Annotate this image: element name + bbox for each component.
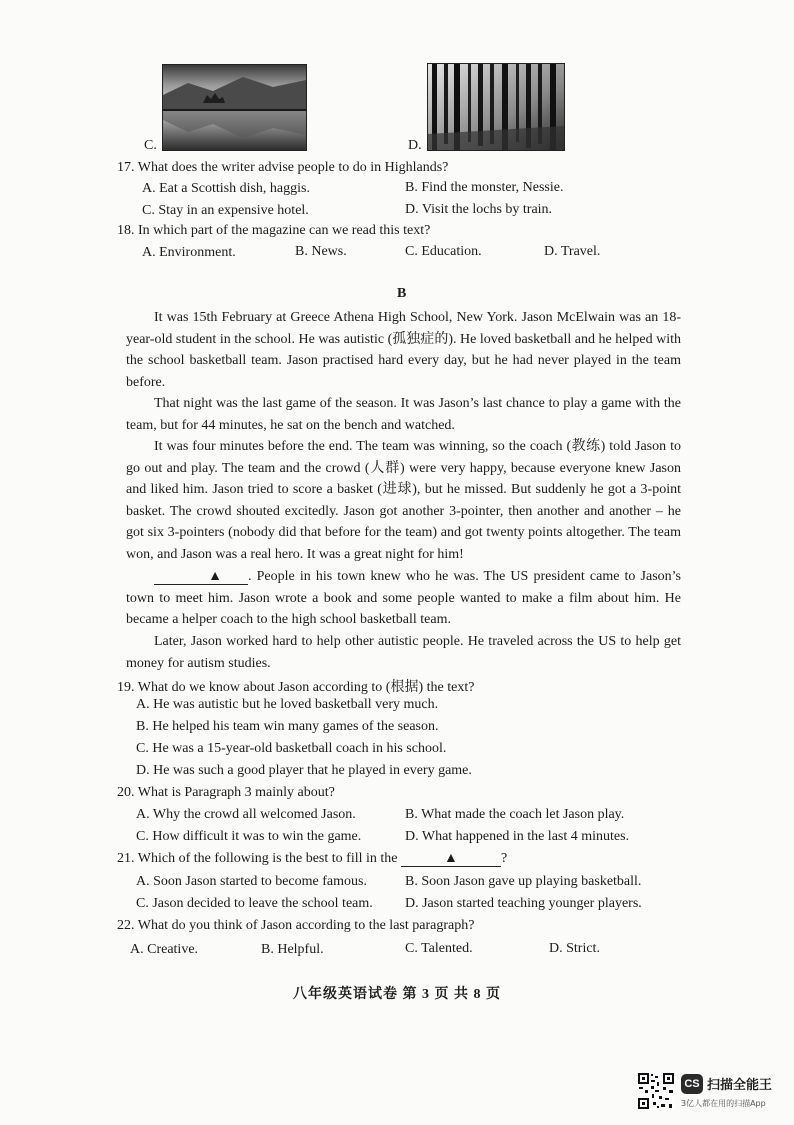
q18-option-a: A. Environment.: [142, 245, 236, 260]
paragraph-1-text: It was 15th February at Greece Athena High School, New York. Jason McElwain was an 18-year-old student in the school. He was autistic (孤独症的). He loved basketball and he helped with the school basketball team. Jason practised hard every day, but he had never played in the team before.: [126, 310, 681, 390]
paragraph-2-text: That night was the last game of the season. It was Jason’s last chance to play a game with the team, but for 44 minutes, he sat on the bench and watched.: [126, 396, 681, 433]
q21-question-mark: ?: [500, 851, 508, 866]
passage-paragraph-4: [126, 566, 681, 631]
passage-paragraph-1: [126, 307, 681, 393]
q20-option-a: A. Why the crowd all welcomed Jason.: [136, 807, 356, 822]
scanner-tagline: 3亿人都在用的扫描App: [681, 1099, 766, 1108]
q20-option-d: D. What happened in the last 4 minutes.: [405, 829, 630, 844]
q22-option-b: B. Helpful.: [261, 942, 324, 957]
question-17: 17. What does the writer advise people to do in Highlands?: [117, 160, 449, 175]
passage-paragraph-2: [126, 393, 681, 436]
passage-paragraph-3: [126, 436, 681, 566]
q22-option-d: D. Strict.: [549, 941, 600, 956]
q18-option-c: C. Education.: [405, 244, 482, 259]
section-heading: B: [397, 286, 407, 301]
camscanner-logo-icon: CS: [681, 1074, 703, 1094]
forest-photo: [427, 63, 565, 151]
passage-paragraph-5: [126, 631, 681, 674]
image-option-c-label: C.: [144, 138, 157, 153]
page-footer: 八年级英语试卷 第 3 页 共 8 页: [293, 987, 501, 1002]
q21-option-b: B. Soon Jason gave up playing basketball.: [405, 874, 642, 889]
image-option-d-label: D.: [408, 138, 422, 153]
question-21: [117, 851, 507, 867]
fill-blank: ▲: [154, 570, 248, 585]
q19-option-d: D. He was such a good player that he played in every game.: [136, 763, 472, 778]
paragraph-3-text: It was four minutes before the end. The team was winning, so the coach (教练) told Jason to go out and play. The team and the crowd (人群) were very happy, because everyone knew Jason and liked him. Jason tried to score a basket (进球), but he missed. But suddenly he got a 3-point basket. The crowd shouted excitedly. Jason got another 3-pointer, then another and another – he got six 3-pointers (nobody did that before for the team) and got twenty points altogether. The team won, and Jason was a real hero. It was a great night for him!: [126, 439, 681, 562]
question-22: 22. What do you think of Jason according to the last paragraph?: [117, 918, 475, 933]
loch-castle-photo: [162, 64, 307, 151]
q17-option-b: B. Find the monster, Nessie.: [405, 180, 564, 195]
q18-option-b: B. News.: [295, 244, 347, 259]
q21-option-a: A. Soon Jason started to become famous.: [136, 874, 367, 889]
question-20: 20. What is Paragraph 3 mainly about?: [117, 785, 335, 800]
q22-option-a: A. Creative.: [130, 942, 199, 957]
question-21-text: 21. Which of the following is the best to fill in the: [117, 851, 398, 866]
q19-option-c: C. He was a 15-year-old basketball coach in his school.: [136, 741, 447, 756]
paragraph-4-text: . People in his town knew who he was. The US president came to Jason’s town to meet him. Jason wrote a book and some people wanted to make a film about him. He became a helper coach to the high school basketball team.: [126, 569, 681, 628]
q18-option-d: D. Travel.: [544, 244, 601, 259]
question-19: 19. What do we know about Jason according to (根据) the text?: [117, 680, 475, 695]
q19-option-b: B. He helped his team win many games of the season.: [136, 719, 439, 734]
q21-blank: ▲: [401, 852, 501, 867]
q22-option-c: C. Talented.: [405, 941, 473, 956]
qr-code-icon: [637, 1072, 675, 1110]
q17-option-d: D. Visit the lochs by train.: [405, 202, 553, 217]
paragraph-5-text: Later, Jason worked hard to help other autistic people. He traveled across the US to help get money for autism studies.: [126, 634, 681, 671]
q21-option-d: D. Jason started teaching younger players.: [405, 896, 642, 911]
q20-option-c: C. How difficult it was to win the game.: [136, 829, 362, 844]
q19-option-a: A. He was autistic but he loved basketball very much.: [136, 697, 439, 712]
q21-option-c: C. Jason decided to leave the school team.: [136, 896, 373, 911]
question-18: 18. In which part of the magazine can we read this text?: [117, 223, 431, 238]
q17-option-c: C. Stay in an expensive hotel.: [142, 203, 309, 218]
q17-option-a: A. Eat a Scottish dish, haggis.: [142, 181, 310, 196]
scanner-app-name: 扫描全能王: [707, 1078, 773, 1093]
q20-option-b: B. What made the coach let Jason play.: [405, 807, 625, 822]
